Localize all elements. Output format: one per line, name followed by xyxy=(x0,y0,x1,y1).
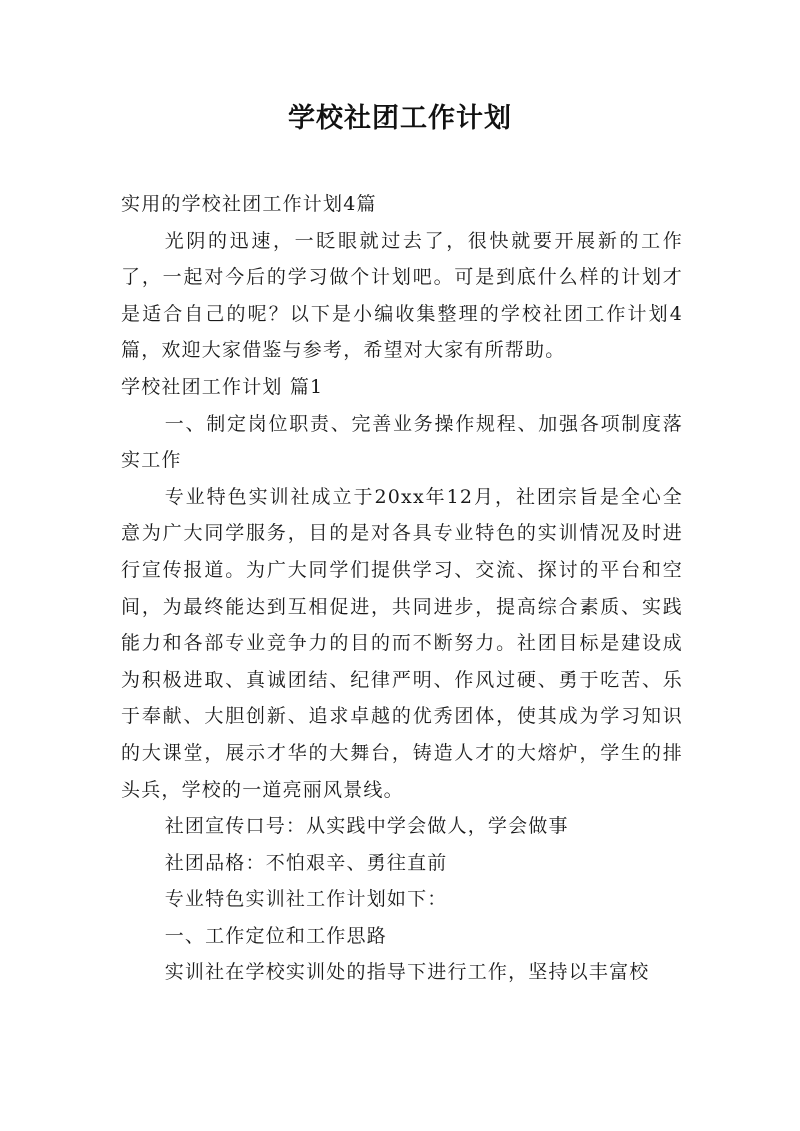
paragraph: 专业特色实训社成立于20xx年12月，社团宗旨是全心全意为广大同学服务，目的是对各具专业特色的实训情况及时进行宣传报道。为广大同学们提供学习、交流、探讨的平台和空间，为最终能达到互相促进，共同进步，提高综合素质、实践能力和各部专业竞争力的目的而不断努力。社团目标是建设成为积极进取、真诚团结、纪律严明、作风过硬、勇于吃苦、乐于奉献、大胆创新、追求卓越的优秀团体，使其成为学习知识的大课堂，展示才华的大舞台，铸造人才的大熔炉，学生的排头兵，学校的一道亮丽风景线。 xyxy=(121,485,683,801)
document-body xyxy=(121,186,683,991)
section-heading: 学校社团工作计划 篇1 xyxy=(121,375,324,398)
paragraph: 社团宣传口号：从实践中学会做人，学会做事 xyxy=(164,815,569,838)
paragraph: 实用的学校社团工作计划4篇 xyxy=(121,193,377,215)
document-title: 学校社团工作计划 xyxy=(288,103,512,134)
paragraph: 一、工作定位和工作思路 xyxy=(164,924,387,947)
paragraph: 专业特色实训社工作计划如下： xyxy=(164,888,448,911)
paragraph: 一、制定岗位职责、完善业务操作规程、加强各项制度落实工作 xyxy=(121,412,683,472)
paragraph: 实训社在学校实训处的指导下进行工作，坚持以丰富校 xyxy=(164,961,650,984)
paragraph: 社团品格：不怕艰辛、勇往直前 xyxy=(164,851,448,874)
paragraph: 光阴的迅速，一眨眼就过去了，很快就要开展新的工作了，一起对今后的学习做个计划吧。可是到底什么样的计划才是适合自己的呢？以下是小编收集整理的学校社团工作计划4篇，欢迎大家借鉴与参考，希望对大家有所帮助。 xyxy=(121,229,683,362)
